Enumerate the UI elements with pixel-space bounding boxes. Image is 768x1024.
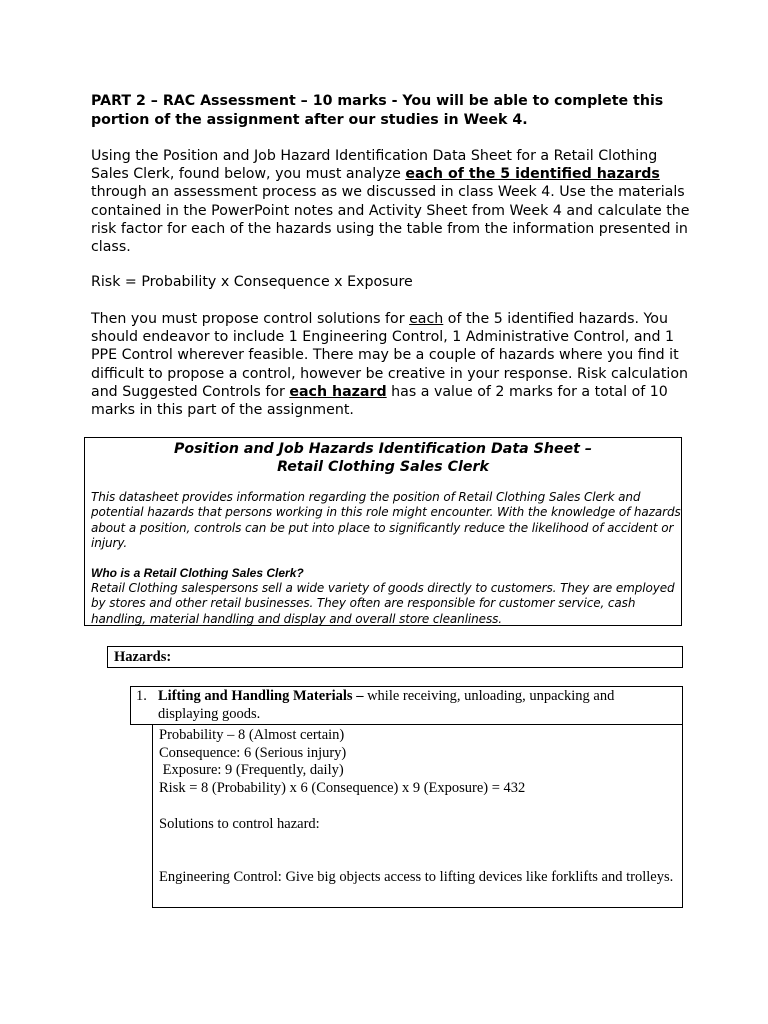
controls-text-3: has a value of 2 marks for a total of 10 marks in this part of the assignment. bbox=[91, 383, 668, 419]
engineering-control: Engineering Control: Give big objects access to lifting devices like forklifts and trolleys. bbox=[159, 868, 674, 885]
hazards-label: Hazards: bbox=[107, 646, 683, 668]
solutions-heading: Solutions to control hazard: bbox=[159, 815, 320, 832]
intro-emphasis: each of the 5 identified hazards bbox=[405, 166, 660, 183]
who-text: Retail Clothing salespersons sell a wide variety of goods directly to customers. They are employed by stores and other retail businesses. They often are responsible for customer service, cash handling, material handling and display and overall store cleanliness. bbox=[91, 581, 675, 626]
hazard-1-title: Lifting and Handling Materials – bbox=[158, 688, 364, 704]
controls-text-1: Then you must propose control solutions for bbox=[91, 311, 410, 327]
intro-text-start: Using the Position and Job Hazard Identification Data Sheet for a Retail Clothing Sales Clerk, found below, you must analyze bbox=[91, 148, 658, 183]
hazard-1-row bbox=[130, 686, 683, 725]
controls-text-2: of the 5 identified hazards. You should endeavor to include 1 Engineering Control, 1 Administrative Control, and 1 PPE Control wherever feasible. There may be a couple of hazards where you find it difficult to propose a control, however be creative in your response. Risk calculation and Suggested Controls for bbox=[91, 311, 689, 400]
hazard-1-text bbox=[158, 688, 678, 723]
probability-line: Probability – 8 (Almost certain) bbox=[159, 727, 345, 743]
datasheet-title-line2: Retail Clothing Sales Clerk bbox=[277, 459, 489, 475]
hazard-1-assessment bbox=[152, 724, 683, 908]
controls-each: each bbox=[409, 311, 444, 327]
who-heading: Who is a Retail Clothing Sales Clerk? bbox=[91, 566, 304, 580]
hazard-1-description: while receiving, unloading, unpacking and displaying goods. bbox=[158, 688, 615, 722]
hazard-1-number: 1. bbox=[136, 688, 147, 704]
consequence-line: Consequence: 6 (Serious injury) bbox=[159, 744, 347, 761]
datasheet-title-line1: Position and Job Hazards Identification Data Sheet – bbox=[174, 441, 592, 457]
datasheet-title bbox=[85, 440, 681, 476]
risk-line: Risk = 8 (Probability) x 6 (Consequence) x 9 (Exposure) = 432 bbox=[159, 780, 526, 797]
controls-paragraph bbox=[91, 310, 691, 419]
exposure-line: Exposure: 9 (Frequently, daily) bbox=[159, 762, 344, 779]
datasheet-intro: This datasheet provides information regarding the position of Retail Clothing Sales Clerk and potential hazards that persons working in this role might encounter. With the knowledge of hazards about a position, controls can be put into place to significantly reduce the likelihood of accident or injury. bbox=[91, 490, 681, 550]
intro-text-end: through an assessment process as we discussed in class Week 4. Use the materials contained in the PowerPoint notes and Activity Sheet from Week 4 and calculate the risk factor for each of the hazards using the table from the information presented in class. bbox=[91, 184, 690, 256]
risk-formula: Risk = Probability x Consequence x Exposure bbox=[91, 274, 413, 290]
controls-each-hazard: each hazard bbox=[289, 383, 387, 400]
intro-paragraph bbox=[91, 147, 691, 256]
datasheet-box bbox=[84, 437, 682, 626]
part-heading: PART 2 – RAC Assessment – 10 marks - You will be able to complete this portion of the assignment after our studies in Week 4. bbox=[91, 93, 664, 128]
